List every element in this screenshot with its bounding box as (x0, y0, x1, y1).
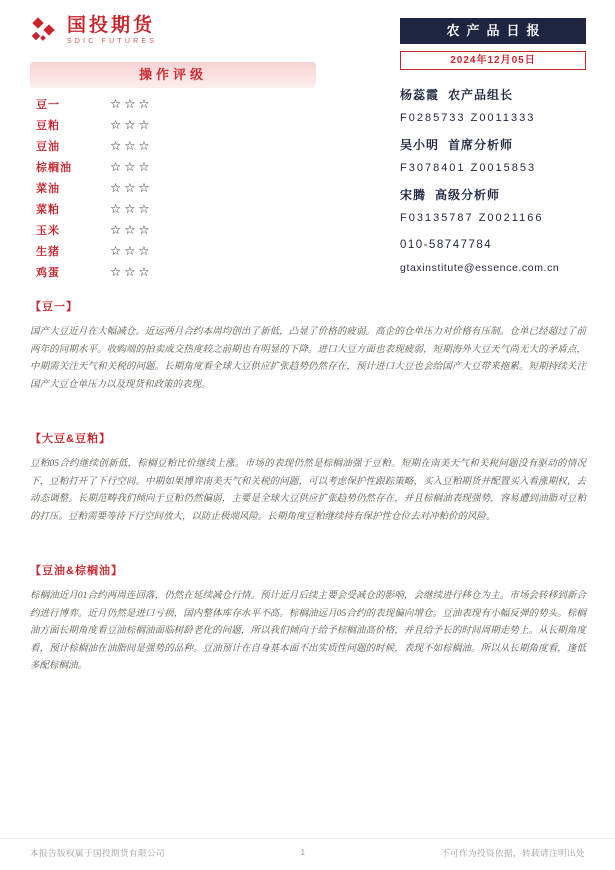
report-date-box: 2024年12月05日 (400, 51, 586, 70)
rating-row (30, 177, 316, 198)
rating-name: 豆粕 (36, 119, 60, 132)
rating-name: 菜粕 (36, 203, 60, 216)
rating-row (30, 114, 316, 135)
footer-page-number: 1 (300, 847, 306, 857)
footer-disclaimer: 不可作为投资依据，转载请注明出处 (440, 848, 585, 858)
rating-name: 菜油 (36, 182, 60, 195)
rating-row (30, 156, 316, 177)
report-title-bar: 农产品日报 (400, 18, 586, 44)
rating-stars: ☆☆☆ (110, 223, 153, 237)
analyst-title: 农产品组长 (448, 88, 514, 102)
rating-stars: ☆☆☆ (110, 139, 153, 153)
section-dadou-doupo (30, 430, 586, 526)
contact-email: gtaxinstitute@essence.com.cn (400, 262, 560, 274)
section-heading: 【豆油&棕榈油】 (30, 565, 123, 577)
logo-title: 国投期货 (67, 15, 156, 36)
rating-name: 鸡蛋 (36, 266, 60, 279)
section-douyou-zonglvyou (30, 562, 586, 676)
rating-name: 棕榈油 (36, 161, 72, 174)
rating-stars: ☆☆☆ (110, 118, 153, 132)
analyst-name-line (400, 186, 605, 203)
section-paragraph: 豆粕05合约继续创新低，棕榈豆粕比价继续上涨。市场的表现仍然是棕榈油强于豆粕。短期在南美天气和关税问题没有驱动的情况下，豆粕打开了下行空间。中期如果博弈南美天气和关税的问题，可以考虑保护性跟踪策略，买入豆粕期货并配置买入看涨期权，去动态调整。长期范畴我们倾向于豆粕仍然偏弱，主要是全球大豆供应扩张趋势仍然存在，并且棕榈油表现强势，容易遭到油脂对豆粕的打压。豆粕需要等待下行空间放大，以防止极端风险。长期角度豆粕继续持有保护性仓位去对冲粕价的风险。 (30, 459, 586, 522)
logo (30, 16, 157, 45)
contact-phone: 010-58747784 (400, 239, 493, 251)
rating-row (30, 135, 316, 156)
section-heading: 【大豆&豆粕】 (30, 433, 111, 445)
footer-divider (0, 838, 615, 839)
footer-copyright: 本报告版权属于国投期货有限公司 (30, 848, 166, 858)
rating-stars: ☆☆☆ (110, 202, 153, 216)
rating-row (30, 198, 316, 219)
rating-stars: ☆☆☆ (110, 265, 153, 279)
rating-name: 生猪 (36, 245, 60, 258)
analyst-codes: F03135787 Z0021166 (400, 212, 544, 224)
rating-row (30, 219, 316, 240)
logo-icon (30, 17, 60, 45)
logo-subtitle: SDIC FUTURES (67, 38, 158, 45)
rating-stars: ☆☆☆ (110, 160, 153, 174)
rating-row (30, 261, 316, 282)
analyst-name: 杨蕊霞 (400, 88, 440, 102)
ratings-title: 操作评级 (30, 62, 316, 88)
rating-name: 玉米 (36, 224, 60, 237)
analyst-name: 宋腾 (400, 188, 427, 202)
analyst-codes: F0285733 Z0011333 (400, 112, 536, 124)
rating-name: 豆一 (36, 98, 60, 111)
analyst-panel (400, 86, 605, 274)
rating-stars: ☆☆☆ (110, 181, 153, 195)
analyst-codes: F3078401 Z0015853 (400, 162, 537, 174)
rating-row (30, 93, 316, 114)
section-heading: 【豆一】 (30, 301, 78, 313)
analyst-name-line (400, 86, 605, 103)
section-paragraph: 棕榈油近月01合约两周连回落，仍然在延续减仓行情。预计近月后续主要会受减仓的影响，会继续进行移仓为主。市场会转移到新合约进行博弈。近月仍然是进口亏损，国内整体库存水平不高。棕榈油远月05合约的表现偏向增仓。豆油表现有小幅反弹的势头。棕榈油方面长期角度看豆油棕榈油面临树龄老化的问题，所以我们倾向于给予棕榈油高价格，并且给予长的时间周期走势上。从长期角度看，预计棕榈油在油脂间是强势的品种。豆油预计在自身基本面不出实质性问题的时候，表现不如棕榈油。所以从长期角度看，逢低多配棕榈油。 (30, 591, 586, 671)
rating-stars: ☆☆☆ (110, 244, 153, 258)
analyst-name-line (400, 136, 605, 153)
analyst-name: 吴小明 (400, 138, 440, 152)
ratings-list (30, 93, 316, 282)
footer (30, 847, 585, 859)
analyst-title: 高级分析师 (435, 188, 501, 202)
analyst-title: 首席分析师 (448, 138, 514, 152)
report-body (30, 298, 586, 712)
section-paragraph: 国产大豆近月在大幅减仓。近远两月合约本周均创出了新低，凸显了价格的疲弱。高企的仓单压力对价格有压制。仓单已经超过了前两年的同期水平。收购端的拍卖成交热度较之前期也有明显的下降。进口大豆方面也表现疲弱，短期海外大豆天气尚无大的矛盾点，中期需关注天气和关税的问题。长期角度看全球大豆供应扩张趋势仍然存在，预计进口大豆也会给国产大豆带来拖累。短期持续关注国产大豆仓单压力以及现货和政策的表现。 (30, 327, 586, 390)
rating-stars: ☆☆☆ (110, 97, 153, 111)
rating-row (30, 240, 316, 261)
rating-name: 豆油 (36, 140, 60, 153)
section-douyi (30, 298, 586, 394)
